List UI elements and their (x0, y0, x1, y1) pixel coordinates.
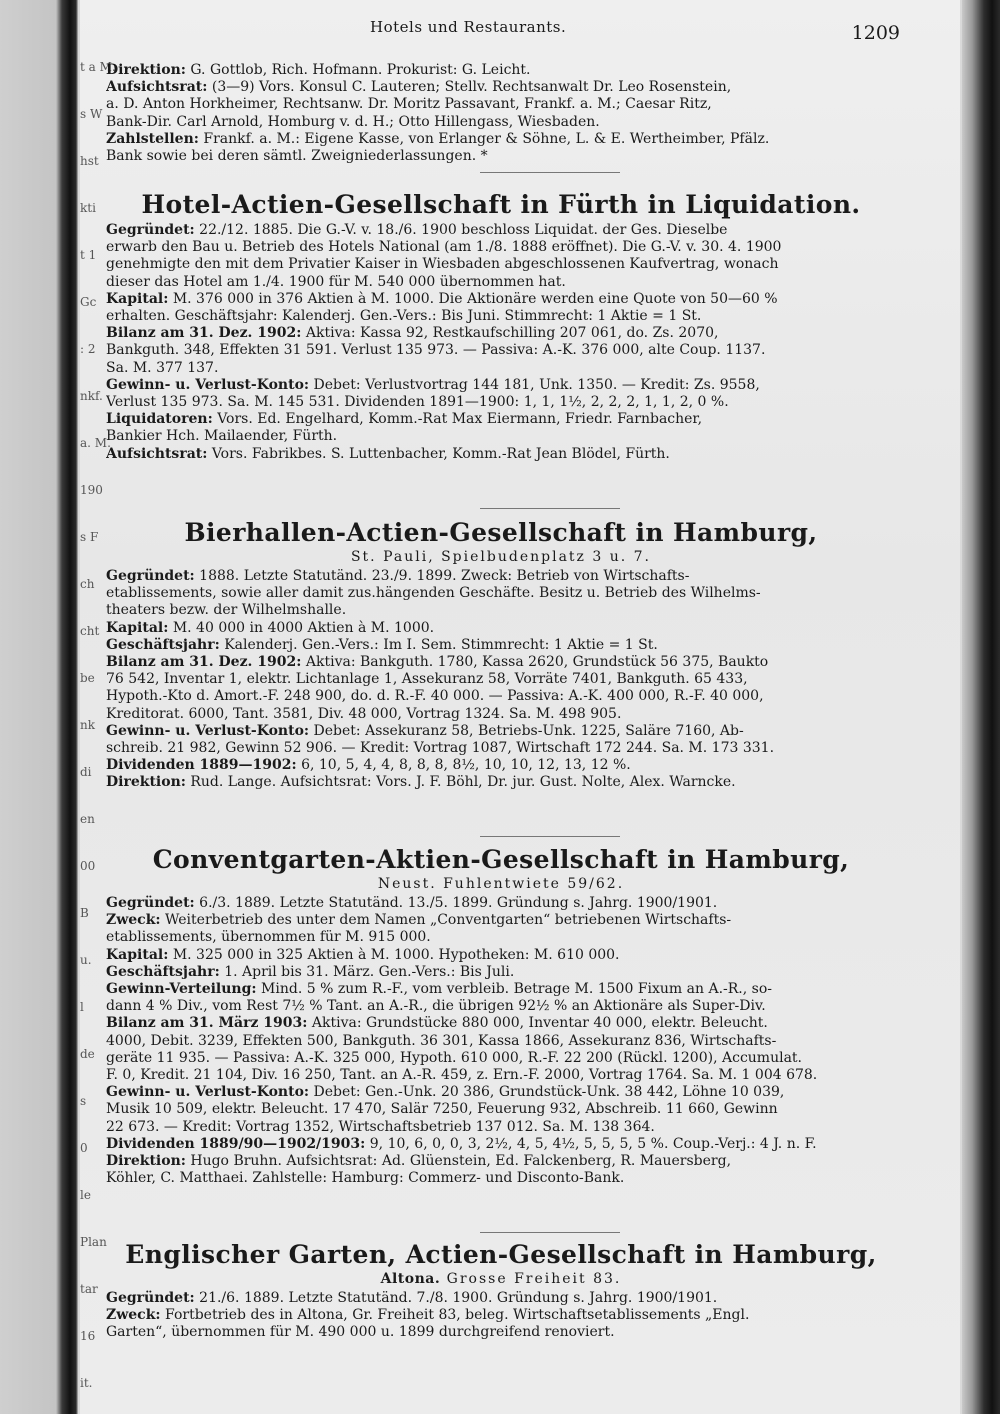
entry-body (106, 895, 896, 1187)
company-address (106, 1270, 896, 1288)
text-line (106, 1307, 896, 1324)
scan-edge-right (962, 0, 1000, 1414)
field-text: Kalenderj. Gen.-Vers.: Im I. Sem. Stimmrecht: 1 Aktie = 1 St. (219, 636, 658, 653)
text-line (106, 981, 896, 998)
field-text: Debet: Verlustvortrag 144 181, Unk. 1350. — Kredit: Zs. 9558, (309, 376, 760, 393)
previous-column-fragment: l (80, 1000, 84, 1014)
text-line (106, 1101, 896, 1118)
text-line (106, 774, 896, 791)
entry-body (106, 222, 896, 463)
previous-column-fragment: cht (80, 624, 100, 638)
field-text: Debet: Assekuranz 58, Betriebs-Unk. 1225, Saläre 7160, Ab- (309, 722, 744, 739)
company-address: St. Pauli, Spielbudenplatz 3 u. 7. (350, 549, 652, 565)
field-text: 22./12. 1885. Die G.-V. v. 18./6. 1900 beschloss Liquidat. der Ges. Dieselbe (194, 222, 728, 238)
previous-column-fragment: en (80, 812, 95, 826)
previous-column-fragment: hst (80, 154, 99, 168)
field-text: Bankguth. 348, Effekten 31 591. Verlust 135 973. — Passiva: A.-K. 376 000, alte Coup. 1137. (106, 342, 766, 359)
field-label: Kapital: (106, 619, 169, 636)
field-label: Kapital: (106, 290, 169, 307)
field-label: Liquidatoren: (106, 411, 213, 428)
field-text: Köhler, C. Matthaei. Zahlstelle: Hamburg: Commerz- und Disconto-Bank. (106, 1170, 625, 1187)
company-entry-conventgarten (106, 845, 896, 1187)
field-text: geräte 11 935. — Passiva: A.-K. 325 000, Hypoth. 610 000, R.-F. 22 200 (Rückl. 1200), Accumulat. (106, 1049, 802, 1066)
field-text: (3—9) Vors. Konsul C. Lauteren; Stellv. Rechtsanwalt Dr. Leo Rosenstein, (207, 79, 732, 96)
entry-body (106, 568, 896, 792)
field-text: Frankf. a. M.: Eigene Kasse, von Erlanger & Söhne, L. & E. Wertheimber, Pfälz. (198, 130, 770, 147)
field-text: etablissements, übernommen für M. 915 000. (106, 929, 431, 946)
text-line (106, 688, 896, 705)
company-entry-fuerth (106, 190, 896, 463)
text-line (106, 568, 896, 585)
text-line (106, 131, 896, 148)
text-line (106, 671, 896, 688)
text-line (106, 998, 896, 1015)
field-text: Debet: Gen.-Unk. 20 386, Grundstück-Unk. 38 442, Löhne 10 039, (309, 1084, 785, 1101)
text-line (106, 377, 896, 394)
field-label: Gegründet: (106, 222, 195, 238)
text-line (106, 964, 896, 981)
field-text: Rud. Lange. Aufsichtsrat: Vors. J. F. Böhl, Dr. jur. Gust. Nolte, Alex. Warncke. (185, 774, 736, 791)
text-line (106, 1119, 896, 1136)
field-text: G. Gottlob, Rich. Hofmann. Prokurist: G. Leicht. (185, 62, 531, 78)
text-line (106, 1067, 896, 1084)
previous-column-fragment: kti (80, 201, 96, 215)
previous-column-fragment: de (80, 1047, 95, 1061)
field-text: F. 0, Kredit. 21 104, Div. 16 250, Tant. an A.-R. 459, z. Ern.-F. 2000, Vortrag 1764. Sa. M. 1 004 678. (106, 1067, 818, 1084)
field-label: Gewinn- u. Verlust-Konto: (106, 722, 310, 739)
text-line (106, 446, 896, 463)
field-text: M. 40 000 in 4000 Aktien à M. 1000. (168, 619, 435, 636)
field-text: Kreditorat. 6000, Tant. 3581, Div. 48 000, Vortrag 1324. Sa. M. 498 905. (106, 705, 622, 722)
field-text: dann 4 % Div., vom Rest 7½ % Tant. an A.-R., die übrigen 92½ % an Aktionäre als Super-Div. (106, 998, 766, 1015)
text-line (106, 256, 896, 273)
text-line (106, 585, 896, 602)
field-text: M. 325 000 in 325 Aktien à M. 1000. Hypotheken: M. 610 000. (168, 946, 620, 963)
text-line (106, 79, 896, 96)
text-line (106, 325, 896, 342)
field-label: Bilanz am 31. März 1903: (106, 1015, 308, 1032)
previous-column-fragment: nk (80, 718, 95, 732)
text-line (106, 895, 896, 912)
field-text: Vors. Fabrikbes. S. Luttenbacher, Komm.-Rat Jean Blödel, Fürth. (207, 445, 670, 462)
text-line (106, 912, 896, 929)
previous-column-fragment: tar (80, 1282, 98, 1296)
previous-column-fragment: Gc (80, 295, 97, 309)
field-text: 1888. Letzte Statutänd. 23./9. 1899. Zweck: Betrieb von Wirtschafts- (194, 568, 690, 584)
field-label: Direktion: (106, 774, 186, 791)
previous-column-fragment: a. M. (80, 436, 111, 450)
field-text: genehmigte den mit dem Privatier Kaiser in Wiesbaden abgeschlossenen Kaufvertrag, wonach (106, 256, 779, 273)
previous-column-fragment: s W (80, 107, 103, 121)
previous-column-fragment: 0 (80, 1141, 88, 1155)
company-address: Neust. Fuhlentwiete 59/62. (377, 876, 625, 892)
field-text: 4000, Debit. 3239, Effekten 500, Bankguth. 36 301, Kassa 1866, Assekuranz 836, Wirtschafts- (106, 1032, 777, 1049)
text-line (106, 1050, 896, 1067)
field-label: Dividenden 1889—1902: (106, 757, 297, 774)
text-line (106, 723, 896, 740)
field-text: a. D. Anton Horkheimer, Rechtsanw. Dr. Moritz Passavant, Frankf. a. M.; Caesar Ritz, (106, 96, 712, 113)
text-line (106, 360, 896, 377)
text-line (106, 757, 896, 774)
text-line (106, 1170, 896, 1187)
previous-column-fragment: ch (80, 577, 95, 591)
field-text: erhalten. Geschäftsjahr: Kalenderj. Gen.-Vers.: Bis Juni. Stimmrecht: 1 Aktie = 1 St. (106, 308, 702, 325)
field-text: Vors. Ed. Engelhard, Komm.-Rat Max Eiermann, Friedr. Farnbacher, (212, 411, 703, 428)
continued-entry (106, 62, 896, 165)
company-title: Englischer Garten, Actien-Gesellschaft in Hamburg, (125, 1240, 877, 1269)
previous-column-fragment: s (80, 1094, 87, 1108)
previous-column-fragment: 16 (80, 1329, 96, 1343)
field-text: Bank-Dir. Carl Arnold, Homburg v. d. H.; Otto Hillengass, Wiesbaden. (106, 113, 600, 130)
field-label: Geschäftsjahr: (106, 963, 220, 980)
field-text: Mind. 5 % zum R.-F., vom verbleib. Betrage M. 1500 Fixum an A.-R., so- (256, 981, 772, 998)
scan-edge-left (0, 0, 78, 1414)
text-line (106, 1084, 896, 1101)
previous-column-fragment: le (80, 1188, 91, 1202)
field-label: Gegründet: (106, 1290, 195, 1306)
field-label: Aufsichtsrat: (106, 445, 208, 462)
field-label: Gewinn-Verteilung: (106, 981, 257, 998)
previous-column-fragment: s F (80, 530, 99, 544)
field-text: 76 542, Inventar 1, elektr. Lichtanlage 1, Assekuranz 58, Vorräte 7401, Bankguth. 65 433, (106, 671, 748, 688)
field-label: Zweck: (106, 912, 161, 929)
field-label: Gewinn- u. Verlust-Konto: (106, 1084, 310, 1101)
field-text: Verlust 135 973. Sa. M. 145 531. Dividenden 1891—1900: 1, 1, 1½, 2, 2, 2, 1, 1, 2, 0 %. (106, 394, 729, 411)
text-line (106, 1290, 896, 1307)
field-text: Hypoth.-Kto d. Amort.-F. 248 900, do. d. R.-F. 40 000. — Passiva: A.-K. 400 000, R.-F. 40 000, (106, 688, 764, 705)
field-text: 22 673. — Kredit: Vortrag 1352, Wirtschaftsbetrieb 137 012. Sa. M. 138 364. (106, 1118, 655, 1135)
field-text: Musik 10 509, elektr. Beleucht. 17 470, Salär 7250, Feuerung 932, Abschreib. 11 660, Gewinn (106, 1101, 778, 1118)
text-line (106, 740, 896, 757)
text-line (106, 148, 896, 165)
field-label: Dividenden 1889/90—1902/1903: (106, 1135, 366, 1152)
text-line (106, 342, 896, 359)
previous-column-fragment: it. (80, 1376, 93, 1390)
text-line (106, 1033, 896, 1050)
field-label: Geschäftsjahr: (106, 636, 220, 653)
text-line (106, 222, 896, 239)
field-text: Fortbetrieb des in Altona, Gr. Freiheit 83, beleg. Wirtschaftsetablissements „Engl. (160, 1307, 750, 1324)
previous-column-fragment: t 1 (80, 248, 97, 262)
field-text: erwarb den Bau u. Betrieb des Hotels National (am 1./8. 1888 eröffnet). Die G.-V. v. 30. 4. 1900 (106, 239, 782, 256)
text-line (106, 1015, 896, 1032)
text-line (106, 274, 896, 291)
text-line (106, 620, 896, 637)
street-address: Grosse Freiheit 83. (440, 1271, 622, 1287)
field-text: dieser das Hotel am 1./4. 1900 für M. 540 000 übernommen hat. (106, 273, 566, 290)
field-text: Aktiva: Kassa 92, Restkaufschilling 207 061, do. Zs. 2070, (301, 325, 719, 342)
text-line (106, 308, 896, 325)
field-label: Zweck: (106, 1307, 161, 1324)
field-text: 6, 10, 5, 4, 4, 8, 8, 8, 8½, 10, 10, 12, 13, 12 %. (296, 757, 631, 774)
city-name: Altona. (380, 1271, 441, 1287)
field-text: Hugo Bruhn. Aufsichtsrat: Ad. Glüenstein, Ed. Falckenberg, R. Mauersberg, (185, 1153, 732, 1170)
section-rule (480, 1232, 620, 1233)
previous-column-fragment: t a M. (80, 60, 116, 74)
field-label: Gegründet: (106, 895, 195, 911)
field-text: 6./3. 1889. Letzte Statutänd. 13./5. 1899. Gründung s. Jahrg. 1900/1901. (194, 895, 718, 911)
text-line (106, 947, 896, 964)
field-label: Direktion: (106, 1153, 186, 1170)
company-title: Bierhallen-Actien-Gesellschaft in Hamburg, (184, 518, 818, 547)
field-text: Aktiva: Bankguth. 1780, Kassa 2620, Grundstück 56 375, Baukto (301, 654, 769, 671)
text-line (106, 239, 896, 256)
company-title: Conventgarten-Aktien-Gesellschaft in Hamburg, (152, 845, 850, 874)
entry-body (106, 1290, 896, 1342)
text-line (106, 1136, 896, 1153)
previous-column-fragment: nkf. (80, 389, 103, 403)
previous-column-fragment: be (80, 671, 95, 685)
field-text: Bankier Hch. Mailaender, Fürth. (106, 428, 338, 445)
text-line (106, 96, 896, 113)
company-entry-englischer-garten (106, 1240, 896, 1342)
field-text: Aktiva: Grundstücke 880 000, Inventar 40 000, elektr. Beleucht. (307, 1015, 768, 1032)
text-line (106, 602, 896, 619)
text-line (106, 291, 896, 308)
previous-column-fragment: di (80, 765, 92, 779)
section-rule (480, 172, 620, 173)
field-text: schreib. 21 982, Gewinn 52 906. — Kredit: Vortrag 1087, Wirtschaft 172 244. Sa. M. 173 331. (106, 740, 775, 757)
text-line (106, 428, 896, 445)
previous-column-fragment: u. (80, 953, 92, 967)
text-line (106, 654, 896, 671)
company-entry-bierhallen (106, 518, 896, 792)
section-rule (480, 508, 620, 509)
field-label: Aufsichtsrat: (106, 79, 208, 96)
previous-column-fragment: B (80, 906, 89, 920)
text-line (106, 706, 896, 723)
field-label: Kapital: (106, 946, 169, 963)
field-text: 1. April bis 31. März. Gen.-Vers.: Bis Juli. (219, 963, 515, 980)
field-text: Garten“, übernommen für M. 490 000 u. 1899 durchgreifend renoviert. (106, 1324, 615, 1341)
field-text: 21./6. 1889. Letzte Statutänd. 7./8. 1900. Gründung s. Jahrg. 1900/1901. (194, 1290, 718, 1306)
field-label: Gewinn- u. Verlust-Konto: (106, 376, 310, 393)
field-text: Weiterbetrieb des unter dem Namen „Conventgarten“ betriebenen Wirtschafts- (160, 912, 732, 929)
section-rule (480, 836, 620, 837)
text-line (106, 411, 896, 428)
text-line (106, 1324, 896, 1341)
field-label: Gegründet: (106, 568, 195, 584)
text-line (106, 62, 896, 79)
field-text: 9, 10, 6, 0, 0, 3, 2½, 4, 5, 4½, 5, 5, 5, 5 %. Coup.-Verj.: 4 J. n. F. (365, 1135, 817, 1152)
previous-column-fragment: : 2 (80, 342, 96, 356)
text-line (106, 114, 896, 131)
text-line (106, 1153, 896, 1170)
previous-column-fragment: 190 (80, 483, 103, 497)
document-page (80, 0, 960, 1414)
field-text: Sa. M. 377 137. (106, 359, 219, 376)
text-line (106, 637, 896, 654)
field-label: Bilanz am 31. Dez. 1902: (106, 325, 302, 342)
field-text: theaters bezw. der Wilhelmshalle. (106, 602, 347, 619)
text-line (106, 394, 896, 411)
field-text: Bank sowie bei deren sämtl. Zweigniederlassungen. * (106, 148, 488, 165)
field-label: Zahlstellen: (106, 130, 199, 147)
text-line (106, 929, 896, 946)
page-number: 1209 (851, 22, 900, 44)
running-header: Hotels und Restaurants. (370, 18, 567, 36)
previous-column-fragment: Plan (80, 1235, 107, 1249)
field-label: Direktion: (106, 62, 186, 78)
field-text: etablissements, sowie aller damit zus.hängenden Geschäfte. Besitz u. Betrieb des Wilhelms- (106, 585, 761, 602)
field-text: M. 376 000 in 376 Aktien à M. 1000. Die Aktionäre werden eine Quote von 50—60 % (168, 290, 778, 307)
field-label: Bilanz am 31. Dez. 1902: (106, 654, 302, 671)
company-title: Hotel-Actien-Gesellschaft in Fürth in Liquidation. (141, 190, 861, 219)
previous-column-fragment: 00 (80, 859, 96, 873)
